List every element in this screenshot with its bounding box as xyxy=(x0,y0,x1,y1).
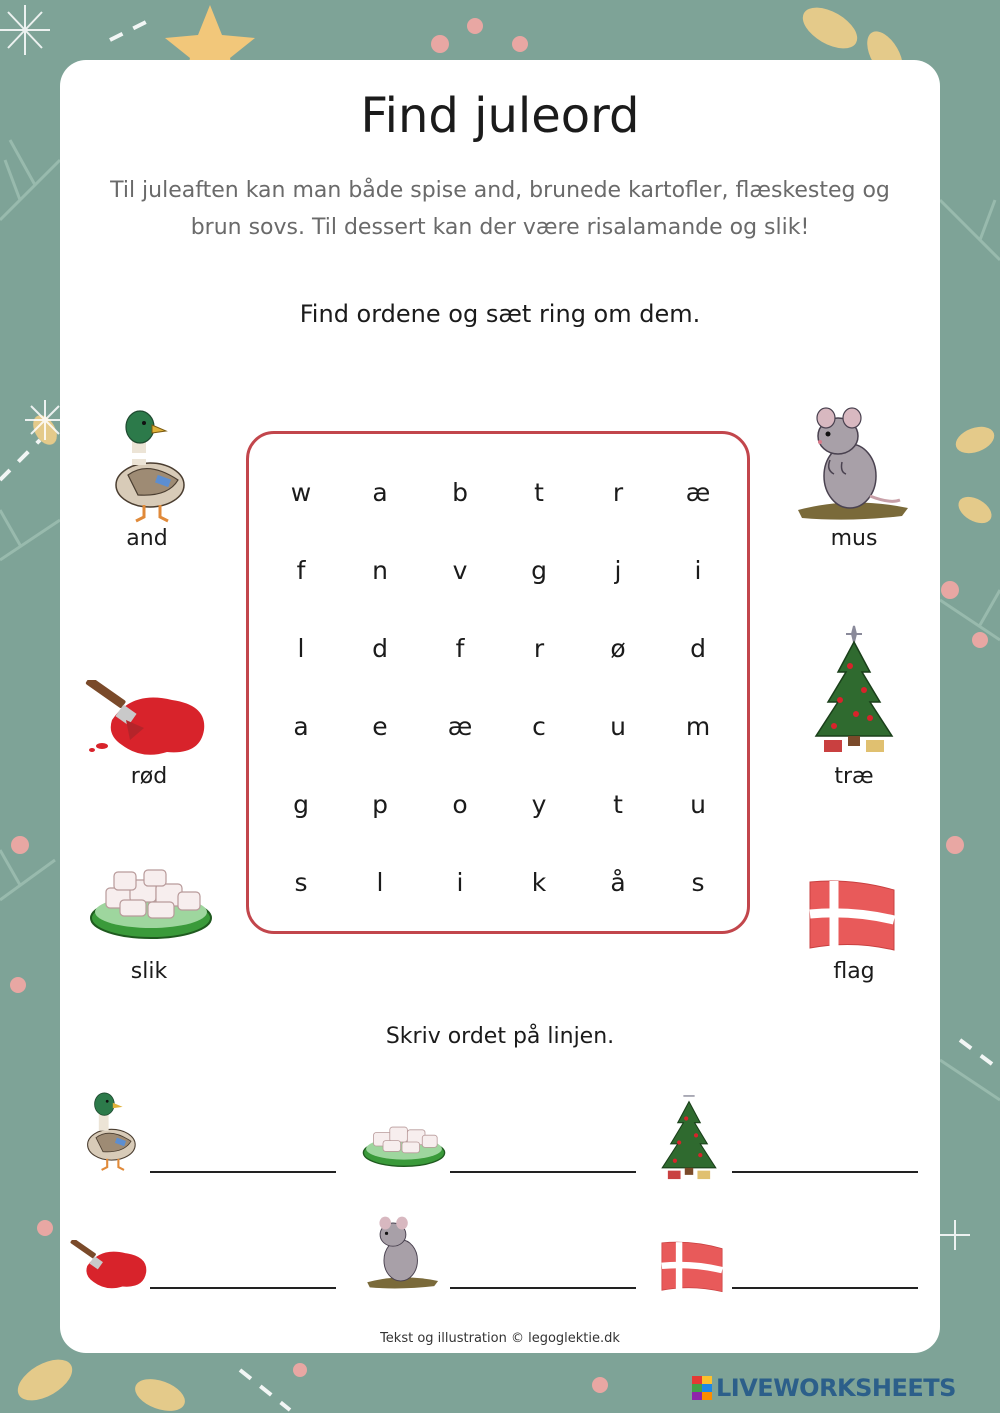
picture-label-trae: træ xyxy=(834,764,874,789)
candy-bowl-icon xyxy=(86,868,216,942)
grid-letter[interactable]: o xyxy=(452,790,468,819)
grid-letter[interactable]: d xyxy=(690,634,706,663)
brand-text: LIVEWORKSHEETS xyxy=(716,1374,956,1402)
answer-line[interactable] xyxy=(150,1171,336,1173)
intro-line: brun sovs. Til dessert kan der være risalamande og slik! xyxy=(190,215,810,240)
danish-flag-icon xyxy=(658,1240,726,1296)
answer-line[interactable] xyxy=(732,1171,918,1173)
grid-letter[interactable]: j xyxy=(614,556,622,585)
grid-letter[interactable]: k xyxy=(531,868,547,897)
mouse-icon xyxy=(362,1214,442,1290)
grid-letter[interactable]: i xyxy=(694,556,702,585)
grid-letter[interactable]: t xyxy=(613,790,623,819)
grid-letter[interactable]: u xyxy=(690,790,706,819)
grid-letter[interactable]: g xyxy=(293,790,309,819)
answer-line[interactable] xyxy=(450,1171,636,1173)
duck-icon xyxy=(82,1086,138,1174)
logo-squares-icon xyxy=(692,1376,712,1400)
grid-letter[interactable]: ø xyxy=(610,634,626,663)
grid-letter[interactable]: a xyxy=(293,712,309,741)
red-paint-icon xyxy=(82,680,210,760)
intro-text xyxy=(80,172,920,246)
picture-label-and: and xyxy=(126,526,168,551)
christmas-tree-icon xyxy=(658,1086,720,1182)
duck-icon xyxy=(108,405,188,523)
grid-letter[interactable]: l xyxy=(376,868,384,897)
grid-letter[interactable]: d xyxy=(372,634,388,663)
answer-line[interactable] xyxy=(450,1287,636,1289)
picture-label-flag: flag xyxy=(833,959,875,984)
christmas-tree-icon xyxy=(810,620,898,756)
intro-line: Til juleaften kan man både spise and, brunede kartofler, flæskesteg og xyxy=(110,178,890,203)
grid-letter[interactable]: y xyxy=(531,790,547,819)
grid-letter[interactable]: æ xyxy=(685,478,711,507)
picture-label-rod: rød xyxy=(130,764,168,789)
red-paint-icon xyxy=(68,1240,150,1292)
danish-flag-icon xyxy=(806,878,898,956)
grid-letter[interactable]: p xyxy=(372,790,388,819)
grid-letter[interactable]: æ xyxy=(447,712,473,741)
grid-letter[interactable]: t xyxy=(534,478,544,507)
grid-letter[interactable]: r xyxy=(533,634,545,663)
grid-letter[interactable]: c xyxy=(532,712,546,741)
answer-line[interactable] xyxy=(150,1287,336,1289)
page-title: Find juleord xyxy=(360,88,640,144)
grid-letter[interactable]: u xyxy=(610,712,626,741)
grid-letter[interactable]: e xyxy=(372,712,388,741)
grid-letter[interactable]: f xyxy=(296,556,306,585)
grid-letter[interactable]: w xyxy=(290,478,312,507)
grid-letter[interactable]: r xyxy=(612,478,624,507)
picture-label-mus: mus xyxy=(830,526,878,551)
picture-label-slik: slik xyxy=(130,959,168,984)
grid-letter[interactable]: f xyxy=(455,634,465,663)
mouse-icon xyxy=(790,404,914,522)
candy-bowl-icon xyxy=(360,1118,448,1170)
footer-credit: Tekst og illustration © legoglektie.dk xyxy=(380,1331,620,1346)
grid-letter[interactable]: s xyxy=(294,868,308,897)
grid-letter[interactable]: å xyxy=(610,868,626,897)
grid-letter[interactable]: g xyxy=(531,556,547,585)
grid-letter[interactable]: i xyxy=(456,868,464,897)
grid-letter[interactable]: v xyxy=(452,556,468,585)
grid-letter[interactable]: n xyxy=(372,556,388,585)
grid-letter[interactable]: l xyxy=(297,634,305,663)
liveworksheets-logo xyxy=(692,1372,992,1404)
grid-letter[interactable]: m xyxy=(685,712,711,741)
find-instruction: Find ordene og sæt ring om dem. xyxy=(299,300,701,328)
grid-letter[interactable]: a xyxy=(372,478,388,507)
grid-letter[interactable]: b xyxy=(452,478,468,507)
write-instruction: Skriv ordet på linjen. xyxy=(385,1024,615,1049)
grid-letter[interactable]: s xyxy=(691,868,705,897)
answer-line[interactable] xyxy=(732,1287,918,1289)
